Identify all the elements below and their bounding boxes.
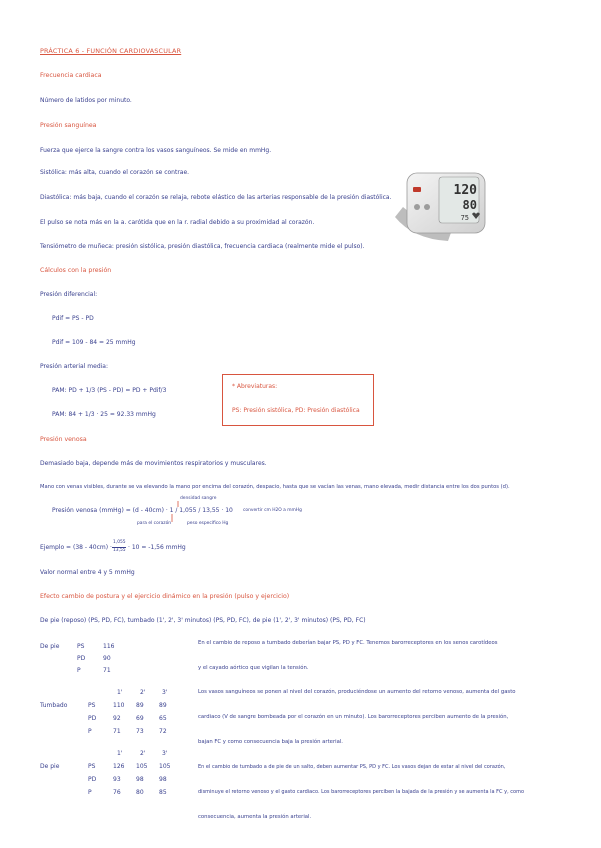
- media-label: Presión arterial media:: [40, 363, 108, 370]
- group2-value: 89: [159, 702, 167, 709]
- group3-value: 93: [113, 776, 121, 783]
- group3-value: 98: [159, 776, 167, 783]
- venosa-procedure: Mano con venas visibles, durante se va elevando la mano por encima del corazón, despacio, hasta que se vacían las venas, mano elevada, medir distancia entre los dos puntos (d).: [40, 484, 510, 490]
- note-corazon: para el corazón: [137, 521, 172, 526]
- minute-header: 2': [140, 689, 146, 696]
- group3-value: 76: [113, 789, 121, 796]
- group2-value: 65: [159, 715, 167, 722]
- diferencial-formula: Pdif = PS - PD: [52, 315, 94, 322]
- minute-header: 2': [140, 750, 146, 757]
- group2-key: P: [88, 728, 92, 735]
- group2-key: PD: [88, 715, 97, 722]
- explanation-line: disminuye el retorno venoso y el gasto cardiaco. Los barorreceptores perciben la bajada de la presión y se aumenta la FC y, como: [198, 789, 525, 795]
- explanation-line: y el cayado aórtico que vigilan la tensión.: [198, 665, 309, 671]
- note-hg: peso específico Hg: [187, 521, 229, 526]
- group3-label: De pie: [40, 763, 60, 770]
- heading-presion-sanguinea: Presión sanguínea: [40, 122, 97, 129]
- ejemplo-frac-top: 1,055: [113, 540, 126, 545]
- diastolica-text: Diastólica: más baja, cuando el corazón se relaja, rebote elástico de las arterias responsable de la presión diastólica.: [40, 194, 392, 201]
- group2-value: 110: [113, 702, 125, 709]
- group2-value: 71: [113, 728, 121, 735]
- group2-value: 92: [113, 715, 121, 722]
- heading-postura: Efecto cambio de postura y el ejercicio dinámico en la presión (pulso y ejercicio): [40, 593, 290, 600]
- group2-key: PS: [88, 702, 96, 709]
- ejemplo-left: Ejemplo = (38 - 40cm) ·: [40, 544, 112, 551]
- presion-definition: Fuerza que ejerce la sangre contra los vasos sanguíneos. Se mide en mmHg.: [40, 147, 272, 154]
- group3-key: P: [88, 789, 92, 796]
- page-title: PRÁCTICA 6 - FUNCIÓN CARDIOVASCULAR: [40, 47, 182, 55]
- heading-calculos: Cálculos con la presión: [40, 267, 112, 274]
- group2-value: 73: [136, 728, 144, 735]
- group1-label: De pie: [40, 643, 60, 650]
- group1-value: 71: [103, 667, 111, 674]
- ejemplo-frac-bottom: 13,55: [113, 548, 126, 553]
- abbreviations-title: * Abreviaturas:: [232, 383, 278, 390]
- blood-pressure-monitor-image: [393, 167, 491, 243]
- diferencial-label: Presión diferencial:: [40, 291, 98, 298]
- group2-value: 72: [159, 728, 167, 735]
- group1-key: PS: [77, 643, 85, 650]
- group2-value: 69: [136, 715, 144, 722]
- group3-value: 80: [136, 789, 144, 796]
- pam-result: PAM: 84 + 1/3 · 25 = 92.33 mmHg: [52, 411, 156, 418]
- minute-header: 1': [117, 750, 123, 757]
- explanation-line: Los vasos sanguíneos se ponen al nivel del corazón, produciéndose un aumento del retorno venoso, aumenta del gasto: [198, 689, 516, 695]
- explanation-line: En el cambio de reposo a tumbado deberían bajar PS, PD y FC. Tenemos barorreceptores en los senos carotídeos: [198, 640, 498, 646]
- group3-value: 105: [136, 763, 148, 770]
- group3-value: 126: [113, 763, 125, 770]
- group3-value: 85: [159, 789, 167, 796]
- venosa-formula: Presión venosa (mmHg) = (d - 40cm) · 1 / 1,055 / 13,55 · 10: [52, 507, 233, 514]
- explanation-line: En el cambio de tumbado a de pie de un salto, deben aumentar PS, PD y FC. Los vasos dejan de estar al nivel del corazón,: [198, 764, 506, 770]
- note-densidad: densidad sangre: [180, 496, 217, 501]
- tensiometro-text: Tensiómetro de muñeca: presión sistólica, presión diastólica, frecuencia cardiaca (realmente mide el pulso).: [40, 243, 365, 250]
- note-convertir: convertir cm H2O a mmHg: [243, 508, 302, 513]
- pam-formula: PAM: PD + 1/3 (PS - PD) = PD + Pdif/3: [52, 387, 167, 394]
- group1-value: 90: [103, 655, 111, 662]
- valor-normal: Valor normal entre 4 y 5 mmHg: [40, 569, 135, 576]
- frecuencia-definition: Número de latidos por minuto.: [40, 97, 132, 104]
- postura-intro: De pie (reposo) (PS, PD, FC), tumbado (1', 2', 3' minutos) (PS, PD, FC), de pie (1', 2', 3' minutos) (PS, PD, FC): [40, 617, 366, 624]
- explanation-line: cardiaco (V de sangre bombeada por el corazón en un minuto). Los barorreceptores perciben aumento de la presión,: [198, 714, 509, 720]
- group1-key: PD: [77, 655, 86, 662]
- minute-header: 3': [162, 689, 168, 696]
- group1-value: 116: [103, 643, 115, 650]
- group3-value: 98: [136, 776, 144, 783]
- group3-key: PS: [88, 763, 96, 770]
- group2-label: Tumbado: [40, 702, 68, 709]
- heading-frecuencia-cardiaca: Frecuencia cardiaca: [40, 72, 102, 79]
- diferencial-result: Pdif = 109 - 84 = 25 mmHg: [52, 339, 136, 346]
- explanation-line: consecuencia, aumenta la presión arterial.: [198, 814, 312, 820]
- explanation-line: bajan FC y como consecuencia baja la presión arterial.: [198, 739, 343, 745]
- group3-value: 105: [159, 763, 171, 770]
- group3-key: PD: [88, 776, 97, 783]
- group1-key: P: [77, 667, 81, 674]
- pulso-text: El pulso se nota más en la a. carótida que en la r. radial debido a su proximidad al corazón.: [40, 219, 315, 226]
- abbreviations-text: PS: Presión sistólica, PD: Presión diastólica: [232, 407, 360, 414]
- ejemplo-right: · 10 = -1,56 mmHg: [128, 544, 186, 551]
- venosa-intro: Demasiado baja, depende más de movimientos respiratorios y musculares.: [40, 460, 267, 467]
- minute-header: 3': [162, 750, 168, 757]
- abbreviations-box: [222, 374, 374, 426]
- sistolica-text: Sistólica: más alta, cuando el corazón se contrae.: [40, 169, 190, 176]
- minute-header: 1': [117, 689, 123, 696]
- monitor-systolic: 120: [453, 183, 477, 198]
- monitor-pulse: 75: [460, 214, 469, 222]
- monitor-diastolic: 80: [462, 198, 477, 212]
- heading-presion-venosa: Presión venosa: [40, 436, 87, 443]
- group2-value: 89: [136, 702, 144, 709]
